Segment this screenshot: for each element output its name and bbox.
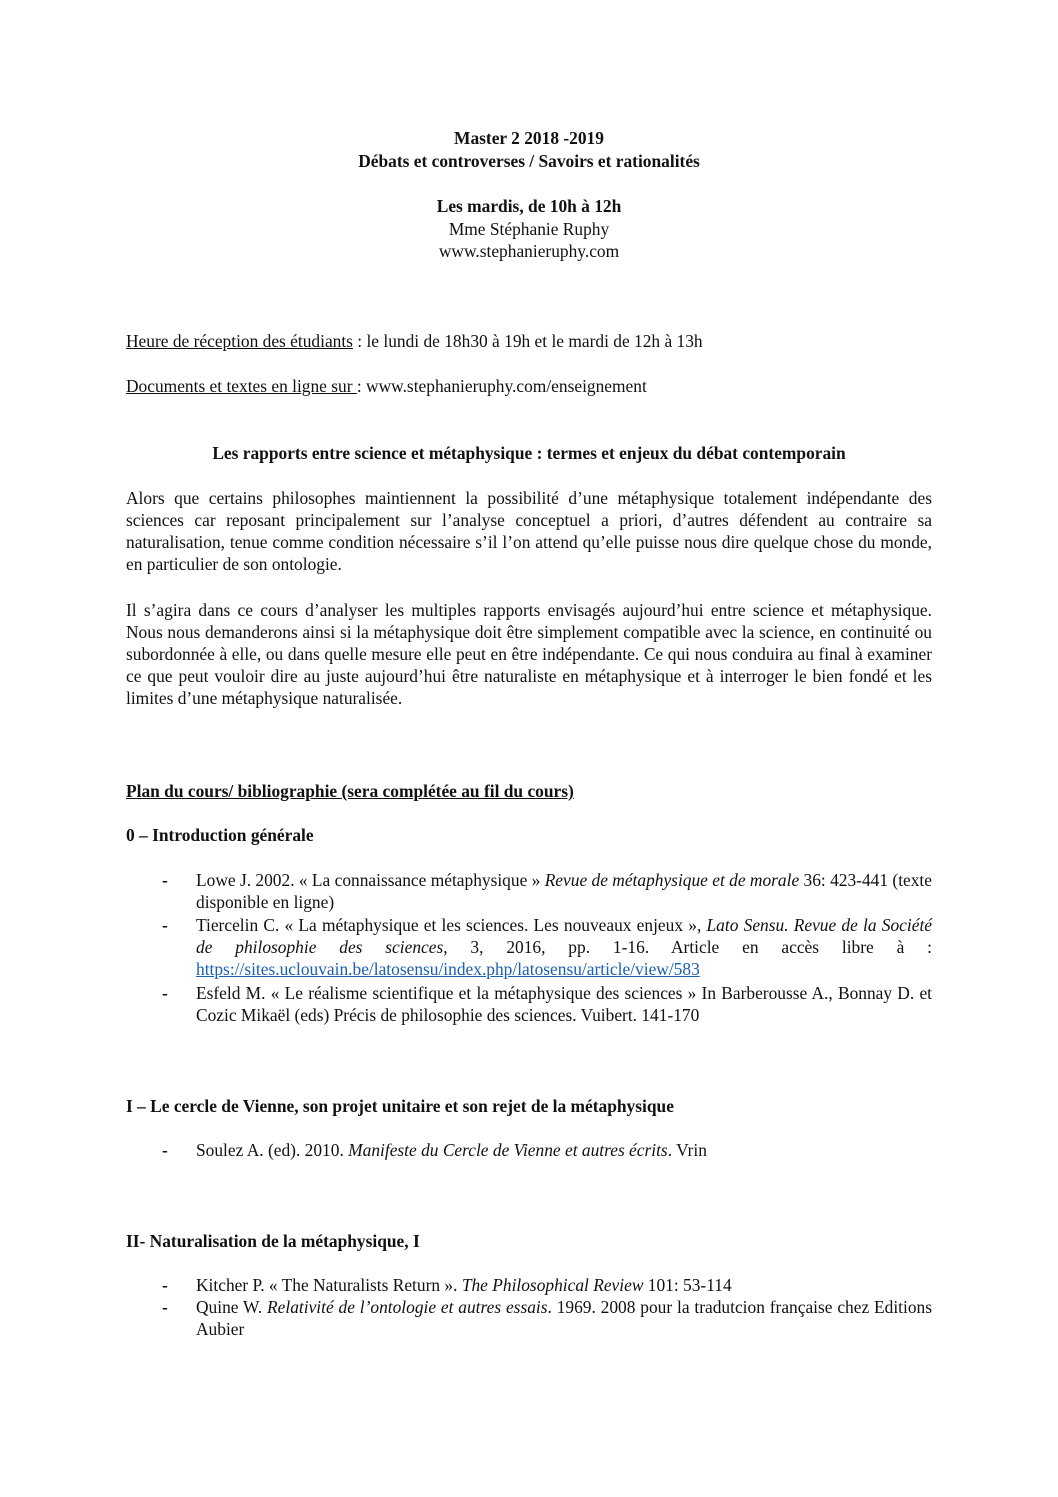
- bullet-dash: -: [162, 915, 168, 935]
- bullet-dash: -: [162, 1140, 168, 1160]
- bibliography-text: Quine W. Relativité de l’ontologie et autres essais. 1969. 2008 pour la tradutcion française chez Editions Aubier: [196, 1297, 932, 1339]
- section-heading: II- Naturalisation de la métaphysique, I: [126, 1231, 420, 1251]
- plan-heading: Plan du cours/ bibliographie (sera complétée au fil du cours): [126, 781, 574, 801]
- header-course-title: Débats et controverses / Savoirs et rationalités: [358, 151, 700, 171]
- bibliography-text: Lowe J. 2002. « La connaissance métaphysique » Revue de métaphysique et de morale 36: 423-441 (texte disponible en ligne): [196, 870, 932, 912]
- header-schedule: Les mardis, de 10h à 12h: [436, 196, 622, 216]
- header-line1: Master 2 2018 -2019: [454, 128, 604, 148]
- section-heading: 0 – Introduction générale: [126, 825, 314, 845]
- bullet-dash: -: [162, 1275, 168, 1295]
- article-link[interactable]: https://sites.uclouvain.be/latosensu/index.php/latosensu/article/view/583: [196, 959, 700, 979]
- documents-text: : www.stephanieruphy.com/enseignement: [356, 376, 647, 396]
- paragraph-1: Alors que certains philosophes maintiennent la possibilité d’une métaphysique totalement indépendante des sciences car reposant principalement sur l’analyse conceptuel a priori, d’autres défendent au contraire sa naturalisation, tenue comme condition nécessaire s’il l’on attend qu’elle puisse nous dire quelque chose du monde, en particulier de son ontologie.: [126, 488, 932, 574]
- bibliography-text: Kitcher P. « The Naturalists Return ». The Philosophical Review 101: 53-114: [196, 1275, 732, 1295]
- reception-label: Heure de réception des étudiants: [126, 331, 353, 351]
- header-website: www.stephanieruphy.com: [438, 241, 620, 261]
- bullet-dash: -: [162, 1297, 168, 1317]
- bullet-dash: -: [162, 983, 168, 1003]
- documents-label: Documents et textes en ligne sur: [126, 376, 357, 396]
- bullet-dash: -: [162, 870, 168, 890]
- documents-line: [126, 375, 932, 397]
- reception-text: : le lundi de 18h30 à 19h et le mardi de 12h à 13h: [352, 331, 703, 351]
- paragraph-2: Il s’agira dans ce cours d’analyser les multiples rapports envisagés aujourd’hui entre science et métaphysique. Nous nous demanderons ainsi si la métaphysique doit être simplement compatible avec la science, en continuité ou subordonnée à elle, ou dans quelle mesure elle peut en être indépendante. Ce qui nous conduira au final à examiner ce que peut vouloir dire au juste aujourd’hui être naturaliste en métaphysique et à interroger le bien fondé et les limites d’une métaphysique naturalisée.: [126, 600, 932, 708]
- bibliography-text: Tiercelin C. « La métaphysique et les sciences. Les nouveaux enjeux », Lato Sensu. Revue de la Société de philosophie des sciences, 3, 2016, pp. 1-16. Article en accès libre à : https://sites.uclouvain.be/latosensu/index.php/latosensu/article/view/583: [196, 915, 933, 979]
- section-heading: I – Le cercle de Vienne, son projet unitaire et son rejet de la métaphysique: [126, 1096, 674, 1116]
- header-teacher: Mme Stéphanie Ruphy: [448, 219, 610, 239]
- bibliography-text: Esfeld M. « Le réalisme scientifique et la métaphysique des sciences » In Barberousse A., Bonnay D. et Cozic Mikaël (eds) Précis de philosophie des sciences. Vuibert. 141-170: [196, 983, 932, 1025]
- reception-line: [126, 330, 932, 352]
- course-title: Les rapports entre science et métaphysique : termes et enjeux du débat contemporain: [212, 443, 846, 463]
- bibliography-text: Soulez A. (ed). 2010. Manifeste du Cercle de Vienne et autres écrits. Vrin: [196, 1140, 707, 1160]
